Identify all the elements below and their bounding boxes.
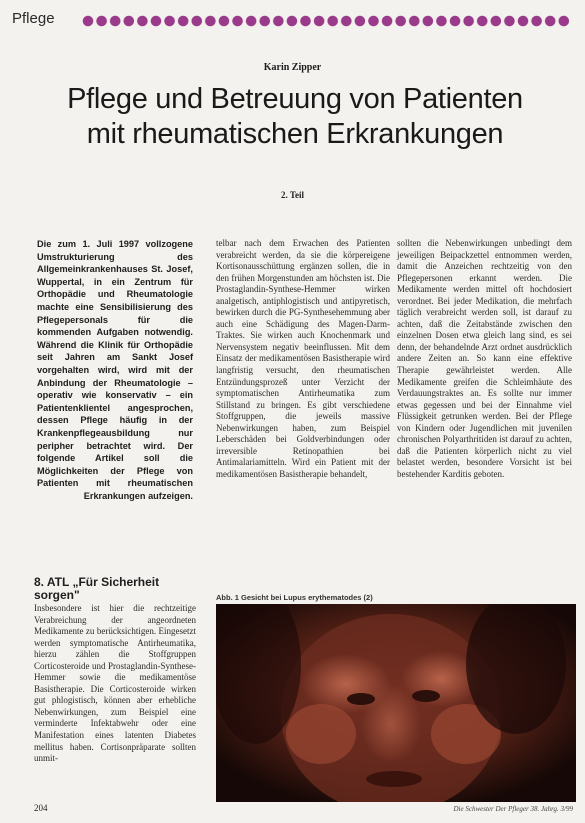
- body-column-3: sollten die Nebenwirkungen unbedingt dem jeweiligen Beipackzettel entnommen werden, damit die Anzeichen rechtzeitig von den Pflegepersonen erkannt werden. Die Medikamente werden mittel oft hochdosiert verordnet. Bei jeder Medikation, die mehrfach täglich verabreicht werden soll, ist darauf zu achten, daß die Zeitabstände zwischen den einzelnen Dosen etwa gleich lang sind, es sei denn, der behandelnde Arzt ordnet ausdrücklich andere Zeiten an. So kann eine effektive Therapie gewährleistet werden. Alle Medikamente greifen die Schleimhäute des Verdauungstraktes an. Es sollte nur immer etwas gegessen und bei der Einnahme viel Flüssigkeit getrunken werden. Bei der Pflege von Kindern oder Jugendlichen mit juvenilen chronischen Polyarthritiden ist darauf zu achten, daß die Patienten körperlich nicht zu viel belastet werden, besondere Vorsicht ist bei bestehender Karditis geboten.: [397, 238, 572, 479]
- title-line-2: mit rheumatischen Erkrankungen: [86, 118, 504, 150]
- body-column-1: Insbesondere ist hier die rechtzeitige Verabreichung der angeordneten Medikamente zu berücksichtigen. Eingesetzt werden symptomatische Antirheumatika, hierzu zählen die Stoffgruppen Corticosteroide und Prostaglandin-Synthese-Hemmer sowie die medikamentöse Basistherapie. Die Corticosteroide wirken gut phlogistisch, können aber erhebliche Nebenwirkungen, zum Beispiel eine verminderte Infektabwehr oder eine Manifestation eines latenten Diabetes mellitus haben. Cortisonpräparate sollten unmit-: [34, 603, 196, 764]
- part-label: 2. Teil: [280, 190, 304, 200]
- title-line-1: Pflege und Betreuung von Patienten: [67, 83, 523, 115]
- figure-caption: Abb. 1 Gesicht bei Lupus erythematodes (2): [216, 593, 373, 602]
- figure-photo: [216, 604, 576, 802]
- article-title: [10, 82, 580, 152]
- page-header: [8, 10, 578, 32]
- face-photo-image: [216, 604, 576, 802]
- section-heading: 8. ATL „Für Sicherheit sorgen": [34, 575, 160, 602]
- page-number: 204: [34, 803, 48, 813]
- body-column-2: telbar nach dem Erwachen des Patienten verabreicht werden, da sie die körpereigene Kortisonausschüttung ergänzen sollen, die in den frühen Morgenstunden am höchsten ist. Die Prostaglandin-Synthese-Hemmer wirken analgetisch, antiphlogistisch und antipyretisch, bewirken durch die PG-Synthesehemmung aber auch eine Schädigung des Magen-Darm-Traktes. Sie wirken auch Knochenmark und Nervensystem negativ beeinflussen. Mit dem Einsatz der medikamentösen Basistherapie wird langfristig versucht, den rheumatischen Entzündungsprozeß unter Verzicht der symptomatischen Antirheumatika zum Stillstand zu bringen. Es gibt verschiedene Stoffgruppen, die jeweils massive Nebenwirkungen haben, zum Beispiel Leberschäden bei Goldverbindungen oder irreversible Retinopathien bei Antimalariamitteln. Wird ein Patient mit der medikamentösen Basistherapie behandelt,: [216, 238, 390, 479]
- author: Karin Zipper: [263, 62, 322, 73]
- lead-paragraph: Die zum 1. Juli 1997 vollzogene Umstrukturierung des Allgemeinkrankenhauses St. Josef, Wuppertal, in ein Zentrum für Orthopädie und Rheumatologie machte eine Sensibilisierung des Pflegepersonals für die kommenden Aufgaben notwendig. Während die Klinik für Orthopädie seit Jahren am Sankt Josef vorgehalten wird, wird mit der Anbindung der Rheumatologie – operativ wie konservativ – ein Patientenklientel angesprochen, dessen Pflege häufig in der Krankenpflegeausbildung nur peripher betrachtet wird. Der folgende Artikel soll die Möglichkeiten der Pflege von Patienten mit rheumatischen Erkrankungen aufzeigen.: [37, 239, 193, 501]
- section-label: Pflege: [12, 10, 55, 27]
- journal-reference: Die Schwester Der Pfleger 38. Jahrg. 3/99: [453, 805, 573, 813]
- decorative-dot-row: [82, 15, 572, 27]
